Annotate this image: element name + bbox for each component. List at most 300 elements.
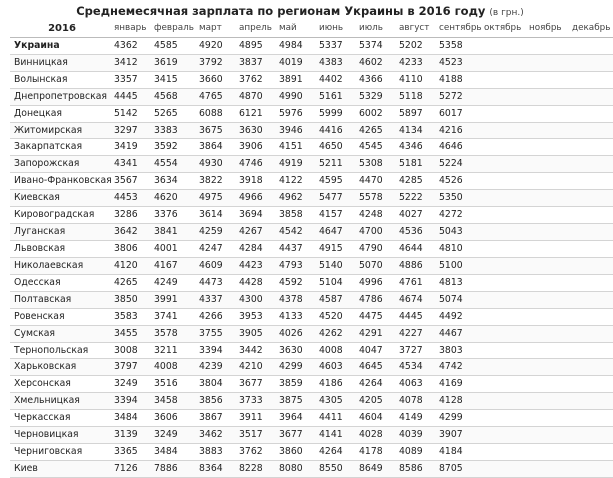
salary-cell: 5358	[435, 37, 480, 54]
salary-cell	[525, 325, 568, 342]
salary-cell: 4026	[275, 325, 315, 342]
salary-cell: 4542	[275, 224, 315, 241]
salary-cell: 4587	[315, 291, 355, 308]
salary-cell: 3249	[150, 427, 195, 444]
salary-cell: 4366	[355, 71, 395, 88]
salary-cell: 3412	[110, 54, 150, 71]
salary-cell: 4402	[315, 71, 355, 88]
salary-cell: 3394	[110, 393, 150, 410]
table-row	[10, 444, 613, 461]
salary-cell: 3953	[235, 308, 275, 325]
table-row	[10, 37, 613, 54]
salary-cell: 3755	[195, 325, 235, 342]
salary-cell	[525, 88, 568, 105]
salary-cell: 4239	[195, 359, 235, 376]
salary-cell: 7886	[150, 460, 195, 477]
salary-cell	[568, 274, 613, 291]
year-header: 2016	[10, 21, 110, 37]
salary-cell: 5224	[435, 156, 480, 173]
salary-cell: 4568	[150, 88, 195, 105]
salary-cell	[525, 393, 568, 410]
salary-cell: 3727	[395, 342, 435, 359]
region-name: Киевская	[10, 190, 110, 207]
salary-cell: 3394	[195, 342, 235, 359]
salary-cell: 4786	[355, 291, 395, 308]
salary-cell: 4966	[235, 190, 275, 207]
salary-cell	[525, 156, 568, 173]
salary-cell: 4008	[150, 359, 195, 376]
salary-cell: 4346	[395, 139, 435, 156]
salary-cell: 4996	[355, 274, 395, 291]
salary-cell	[480, 460, 525, 477]
salary-cell: 3357	[110, 71, 150, 88]
salary-cell: 3860	[275, 444, 315, 461]
salary-cell: 3803	[435, 342, 480, 359]
salary-cell	[525, 376, 568, 393]
salary-cell: 4647	[315, 224, 355, 241]
month-header: март	[195, 21, 235, 37]
salary-cell	[525, 122, 568, 139]
salary-cell: 3286	[110, 207, 150, 224]
salary-cell: 3907	[435, 427, 480, 444]
salary-cell: 5142	[110, 105, 150, 122]
table-row	[10, 122, 613, 139]
salary-cell: 4267	[235, 224, 275, 241]
salary-cell	[480, 325, 525, 342]
salary-cell: 5976	[275, 105, 315, 122]
salary-cell	[525, 54, 568, 71]
salary-cell: 4473	[195, 274, 235, 291]
salary-cell	[480, 427, 525, 444]
salary-cell	[568, 173, 613, 190]
salary-cell: 3211	[150, 342, 195, 359]
salary-cell	[568, 122, 613, 139]
salary-cell: 3856	[195, 393, 235, 410]
salary-cell: 4962	[275, 190, 315, 207]
salary-cell: 3991	[150, 291, 195, 308]
region-name: Львовская	[10, 240, 110, 257]
salary-cell: 3762	[235, 71, 275, 88]
salary-cell: 4886	[395, 257, 435, 274]
table-row	[10, 393, 613, 410]
salary-cell	[568, 410, 613, 427]
salary-cell: 3249	[110, 376, 150, 393]
salary-cell: 4134	[395, 122, 435, 139]
salary-cell	[525, 190, 568, 207]
salary-cell	[525, 308, 568, 325]
salary-cell: 5329	[355, 88, 395, 105]
table-row	[10, 291, 613, 308]
salary-cell	[568, 427, 613, 444]
salary-cell: 3797	[110, 359, 150, 376]
salary-cell: 8586	[395, 460, 435, 477]
table-row	[10, 376, 613, 393]
salary-cell	[568, 240, 613, 257]
salary-cell: 8550	[315, 460, 355, 477]
salary-cell: 4915	[315, 240, 355, 257]
salary-cell	[568, 105, 613, 122]
salary-cell: 4262	[315, 325, 355, 342]
salary-cell: 3911	[235, 410, 275, 427]
salary-cell	[480, 156, 525, 173]
salary-cell: 3634	[150, 173, 195, 190]
salary-cell: 4210	[235, 359, 275, 376]
salary-cell: 3675	[195, 122, 235, 139]
salary-cell: 5211	[315, 156, 355, 173]
salary-cell: 8705	[435, 460, 480, 477]
salary-cell: 4272	[435, 207, 480, 224]
salary-cell	[568, 139, 613, 156]
salary-cell: 4526	[435, 173, 480, 190]
table-row	[10, 410, 613, 427]
month-header: август	[395, 21, 435, 37]
region-name: Киев	[10, 460, 110, 477]
salary-cell	[480, 274, 525, 291]
salary-cell	[525, 37, 568, 54]
salary-cell	[480, 240, 525, 257]
salary-cell: 3458	[150, 393, 195, 410]
salary-cell	[525, 224, 568, 241]
salary-cell: 4248	[355, 207, 395, 224]
salary-cell	[525, 444, 568, 461]
table-row	[10, 359, 613, 376]
salary-cell: 4650	[315, 139, 355, 156]
salary-cell	[568, 190, 613, 207]
salary-cell	[480, 444, 525, 461]
salary-cell: 5074	[435, 291, 480, 308]
table-row	[10, 240, 613, 257]
salary-cell: 4470	[355, 173, 395, 190]
salary-cell: 4001	[150, 240, 195, 257]
table-row	[10, 156, 613, 173]
table-row	[10, 427, 613, 444]
salary-cell: 4362	[110, 37, 150, 54]
salary-cell: 4141	[315, 427, 355, 444]
salary-cell	[480, 224, 525, 241]
month-header: октябрь	[480, 21, 525, 37]
salary-cell: 4990	[275, 88, 315, 105]
salary-cell: 4169	[435, 376, 480, 393]
salary-cell: 4133	[275, 308, 315, 325]
salary-cell: 4019	[275, 54, 315, 71]
table-row	[10, 54, 613, 71]
salary-cell	[525, 342, 568, 359]
salary-cell: 4227	[395, 325, 435, 342]
salary-cell: 4523	[435, 54, 480, 71]
salary-cell: 4216	[435, 122, 480, 139]
table-row	[10, 105, 613, 122]
table-row	[10, 190, 613, 207]
salary-cell	[480, 342, 525, 359]
salary-cell	[568, 325, 613, 342]
salary-cell: 4810	[435, 240, 480, 257]
salary-cell: 5100	[435, 257, 480, 274]
salary-cell: 5272	[435, 88, 480, 105]
salary-cell: 4157	[315, 207, 355, 224]
salary-cell: 4305	[315, 393, 355, 410]
salary-cell: 3806	[110, 240, 150, 257]
salary-cell: 4264	[355, 376, 395, 393]
salary-cell: 3419	[110, 139, 150, 156]
table-row	[10, 257, 613, 274]
salary-cell: 6002	[355, 105, 395, 122]
salary-cell	[480, 207, 525, 224]
salary-cell: 3858	[275, 207, 315, 224]
salary-cell	[525, 173, 568, 190]
salary-cell: 4265	[355, 122, 395, 139]
salary-cell: 3630	[275, 342, 315, 359]
salary-cell: 4437	[275, 240, 315, 257]
salary-cell: 4453	[110, 190, 150, 207]
salary-cell: 4700	[355, 224, 395, 241]
table-row	[10, 88, 613, 105]
salary-cell: 4299	[275, 359, 315, 376]
salary-cell: 5118	[395, 88, 435, 105]
salary-cell: 8364	[195, 460, 235, 477]
salary-cell	[480, 291, 525, 308]
salary-cell: 3906	[235, 139, 275, 156]
salary-cell: 4416	[315, 122, 355, 139]
salary-cell: 4383	[315, 54, 355, 71]
region-name: Волынская	[10, 71, 110, 88]
salary-cell: 4602	[355, 54, 395, 71]
salary-cell	[568, 444, 613, 461]
salary-cell: 3517	[235, 427, 275, 444]
salary-cell: 4285	[395, 173, 435, 190]
salary-cell: 3455	[110, 325, 150, 342]
salary-cell: 4337	[195, 291, 235, 308]
salary-cell: 5897	[395, 105, 435, 122]
region-name: Черниговская	[10, 444, 110, 461]
salary-cell	[568, 54, 613, 71]
salary-cell: 4284	[235, 240, 275, 257]
region-name: Сумская	[10, 325, 110, 342]
region-name: Запорожская	[10, 156, 110, 173]
salary-cell: 4039	[395, 427, 435, 444]
salary-cell: 4604	[355, 410, 395, 427]
salary-cell: 4008	[315, 342, 355, 359]
salary-cell: 4674	[395, 291, 435, 308]
salary-cell	[525, 257, 568, 274]
salary-cell: 4047	[355, 342, 395, 359]
salary-cell: 4813	[435, 274, 480, 291]
salary-cell	[568, 342, 613, 359]
salary-cell: 4341	[110, 156, 150, 173]
salary-cell: 3837	[235, 54, 275, 71]
salary-cell: 4603	[315, 359, 355, 376]
salary-cell: 4870	[235, 88, 275, 105]
salary-cell: 4291	[355, 325, 395, 342]
salary-cell: 4378	[275, 291, 315, 308]
salary-cell	[525, 427, 568, 444]
salary-cell	[480, 190, 525, 207]
salary-cell	[480, 37, 525, 54]
table-row	[10, 71, 613, 88]
salary-cell: 3859	[275, 376, 315, 393]
salary-cell: 5374	[355, 37, 395, 54]
salary-cell: 5265	[150, 105, 195, 122]
salary-cell: 3677	[235, 376, 275, 393]
region-name: Николаевская	[10, 257, 110, 274]
salary-cell: 4265	[110, 274, 150, 291]
table-row	[10, 308, 613, 325]
salary-cell: 4120	[110, 257, 150, 274]
salary-cell: 4184	[435, 444, 480, 461]
salary-cell: 4765	[195, 88, 235, 105]
month-header: июнь	[315, 21, 355, 37]
header-row	[10, 21, 613, 37]
salary-cell: 3694	[235, 207, 275, 224]
region-name: Херсонская	[10, 376, 110, 393]
salary-cell	[568, 156, 613, 173]
salary-cell: 4423	[235, 257, 275, 274]
salary-cell: 5043	[435, 224, 480, 241]
salary-cell: 3619	[150, 54, 195, 71]
region-name: Черкасская	[10, 410, 110, 427]
salary-cell: 4428	[235, 274, 275, 291]
salary-cell	[480, 122, 525, 139]
salary-cell: 4895	[235, 37, 275, 54]
salary-cell	[480, 376, 525, 393]
salary-cell	[568, 37, 613, 54]
month-header: ноябрь	[525, 21, 568, 37]
salary-cell: 4128	[435, 393, 480, 410]
salary-cell: 5140	[315, 257, 355, 274]
salary-cell: 3841	[150, 224, 195, 241]
salary-cell: 3139	[110, 427, 150, 444]
salary-cell: 4411	[315, 410, 355, 427]
region-name: Донецкая	[10, 105, 110, 122]
salary-cell: 4205	[355, 393, 395, 410]
salary-cell	[568, 207, 613, 224]
salary-cell: 3905	[235, 325, 275, 342]
salary-cell: 3875	[275, 393, 315, 410]
salary-cell	[568, 460, 613, 477]
salary-cell	[480, 71, 525, 88]
salary-cell: 3606	[150, 410, 195, 427]
month-header: февраль	[150, 21, 195, 37]
salary-cell	[525, 139, 568, 156]
salary-cell: 3741	[150, 308, 195, 325]
salary-cell: 3008	[110, 342, 150, 359]
salary-cell: 3484	[110, 410, 150, 427]
salary-cell: 3883	[195, 444, 235, 461]
salary-cell	[568, 291, 613, 308]
salary-cell: 8649	[355, 460, 395, 477]
salary-cell	[525, 207, 568, 224]
salary-cell: 3660	[195, 71, 235, 88]
region-name: Днепропетровская	[10, 88, 110, 105]
salary-cell: 3583	[110, 308, 150, 325]
salary-cell: 4299	[435, 410, 480, 427]
salary-cell: 4761	[395, 274, 435, 291]
salary-cell: 3297	[110, 122, 150, 139]
salary-cell: 4492	[435, 308, 480, 325]
table-row	[10, 342, 613, 359]
salary-cell: 3516	[150, 376, 195, 393]
salary-cell: 3850	[110, 291, 150, 308]
salary-table	[10, 21, 613, 478]
salary-cell	[480, 54, 525, 71]
title-text: Среднемесячная зарплата по регионам Украины в 2016 году	[76, 4, 486, 18]
table-row	[10, 274, 613, 291]
region-name: Ивано-Франковская	[10, 173, 110, 190]
salary-cell: 3567	[110, 173, 150, 190]
salary-cell: 3733	[235, 393, 275, 410]
salary-cell: 4122	[275, 173, 315, 190]
salary-cell: 4167	[150, 257, 195, 274]
salary-cell: 4536	[395, 224, 435, 241]
salary-cell	[525, 410, 568, 427]
salary-cell	[480, 359, 525, 376]
salary-cell: 4644	[395, 240, 435, 257]
salary-cell	[568, 224, 613, 241]
salary-cell: 3383	[150, 122, 195, 139]
region-name: Харьковская	[10, 359, 110, 376]
salary-cell: 4300	[235, 291, 275, 308]
salary-cell	[568, 88, 613, 105]
salary-cell	[525, 105, 568, 122]
salary-cell: 3614	[195, 207, 235, 224]
salary-cell: 4620	[150, 190, 195, 207]
salary-cell: 5104	[315, 274, 355, 291]
salary-cell: 5477	[315, 190, 355, 207]
salary-cell: 5202	[395, 37, 435, 54]
salary-cell: 4259	[195, 224, 235, 241]
salary-cell	[568, 359, 613, 376]
salary-cell: 8080	[275, 460, 315, 477]
salary-cell: 5999	[315, 105, 355, 122]
salary-cell: 4028	[355, 427, 395, 444]
salary-cell: 6017	[435, 105, 480, 122]
salary-cell: 4790	[355, 240, 395, 257]
salary-cell: 3891	[275, 71, 315, 88]
salary-cell: 4746	[235, 156, 275, 173]
table-title	[0, 0, 600, 22]
salary-cell: 3415	[150, 71, 195, 88]
region-name: Луганская	[10, 224, 110, 241]
region-name: Тернопольская	[10, 342, 110, 359]
salary-cell: 4063	[395, 376, 435, 393]
table-row	[10, 460, 613, 477]
salary-cell: 5337	[315, 37, 355, 54]
region-name: Хмельницкая	[10, 393, 110, 410]
salary-cell: 4919	[275, 156, 315, 173]
month-header: сентябрь	[435, 21, 480, 37]
salary-cell	[525, 274, 568, 291]
salary-cell: 4520	[315, 308, 355, 325]
salary-cell: 3642	[110, 224, 150, 241]
salary-cell: 4554	[150, 156, 195, 173]
salary-cell: 4545	[355, 139, 395, 156]
title-unit: (в грн.)	[489, 8, 524, 18]
table-row	[10, 224, 613, 241]
salary-cell: 3918	[235, 173, 275, 190]
region-name: Житомирская	[10, 122, 110, 139]
salary-cell: 4266	[195, 308, 235, 325]
table-body	[10, 37, 613, 477]
salary-cell	[525, 460, 568, 477]
salary-cell: 5070	[355, 257, 395, 274]
region-name: Ровенская	[10, 308, 110, 325]
salary-cell	[525, 240, 568, 257]
salary-cell: 4645	[355, 359, 395, 376]
salary-cell: 3964	[275, 410, 315, 427]
table-row	[10, 325, 613, 342]
salary-cell: 3376	[150, 207, 195, 224]
salary-cell: 3804	[195, 376, 235, 393]
salary-cell	[568, 257, 613, 274]
